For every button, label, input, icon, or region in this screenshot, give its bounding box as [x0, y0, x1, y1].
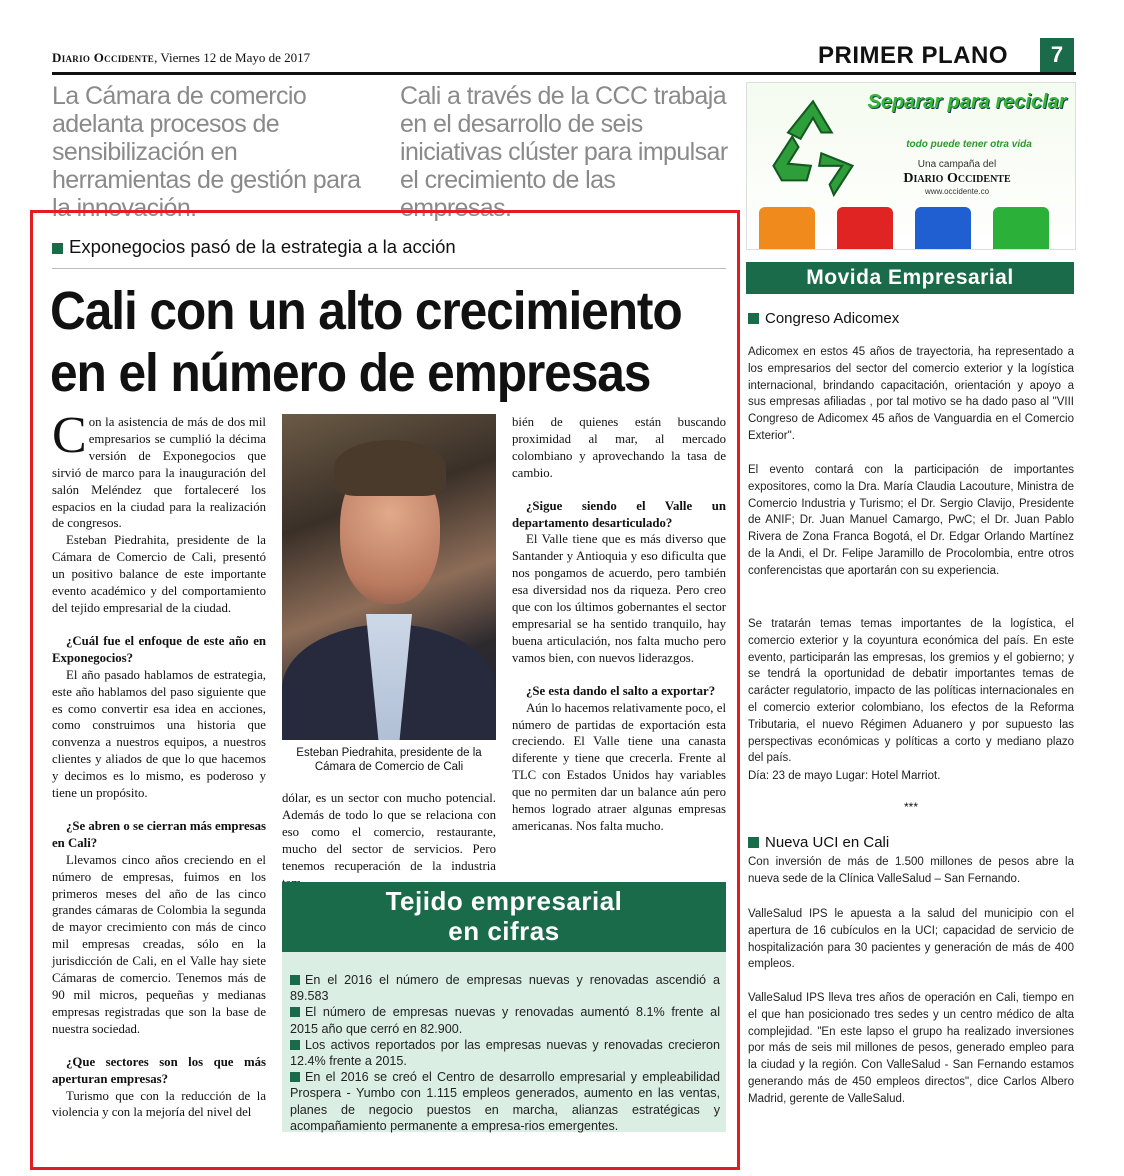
- interview-question: ¿Se esta dando el salto a exportar?: [526, 683, 716, 698]
- interview-answer: Llevamos cinco años creciendo en el número de empresas, fuimos en los primeros meses del año de las cinco grandes cámaras de Colombia la segunda de mayor crecimiento con más de cinco mil empresas creadas, sólo en la jurisdicción de Cali, en el Valle hay siete Cámaras de comercio. Tenemos más de 90 mil micros, pequeñas y medianas empresas registradas que son la base de nuestra sociedad.: [52, 852, 266, 1036]
- ad-tagline: todo puede tener otra vida: [906, 139, 1032, 150]
- separator: ***: [903, 800, 918, 814]
- paragraph: bién de quienes están buscando proximidad al mar, al mercado colombiano y aprovechando la tasa de cambio.: [512, 415, 726, 480]
- page-number: 7: [1040, 38, 1074, 72]
- article-column-1: Con la asistencia de más de dos mil empresarios se cumplió la décima versión de Exponegocios que sirvió de marco para la inauguración del salón Meléndez que fortaleceré los espacios en la ciudad para la realización de congresos. Esteban Piedrahita, presidente de la Cámara de Comercio de Cali, presentó un positivo balance de este importante evento académico y del comportamiento del tejido empresarial de la ciudad. ¿Cuál fue el enfoque de este año en Exponegocios? El año pasado hablamos de estrategia, este año hablamos del paso siguiente que es como convertir esa idea en acciones, como construimos una historia que convenza a nuestros equipos, a nuestros clientes y aliados de que lo que hacemos y decimos es lo mismo, es poderoso y tiene un propósito. ¿Se abren o se cierran más empresas en Cali? Llevamos cinco años creciendo en el número de empresas, fuimos en los primeros meses del año de las cinco grandes cámaras de Colombia la segunda de mayor crecimiento con más de cinco mil empresas creadas, sólo en la jurisdicción de Cali, en el Valle hay siete Cámaras de comercio. Tenemos más de 90 mil micros, pequeñas y medianas empresas registradas que son la base de nuestra sociedad. ¿Que sectores son los que más aperturan empresas? Turismo que con la reducción de la violencia y con la mejoría del nivel del: [52, 407, 266, 1120]
- interview-answer: Aún lo hacemos relativamente poco, el número de partidas de exportación esta creciendo. El Valle tiene una canasta diferente y tiene que crecerla. Frente al TLC con Estados Unidos hay variables que no permiten dar un balance aún pero hemos logrado atraer algunas empresas americanas. Nos falta mucho.: [512, 700, 726, 833]
- interview-answer: El Valle tiene que es más diverso que Santander y Antioquia y eso dificulta que nos pongamos de acuerdo, pero también esa diversidad nos da riqueza. Pero creo que con los últimos gobernantes el sector empresarial se ha sentido tranquilo, hay buena articulación, nos falta mucho pero vamos bien, con nuevos liderazgos.: [512, 532, 726, 665]
- bullet-square-icon: [290, 975, 300, 985]
- stats-list: [290, 972, 720, 1134]
- blue-bin-icon: [915, 207, 971, 250]
- interview-question: ¿Cuál fue el enfoque de este año en Exponegocios?: [52, 633, 266, 665]
- congreso-paragraph: Adicomex en estos 45 años de trayectoria, ha representado a los empresarios del sector del comercio exterior y la logística internacional, brindando capacitación, orientación y apoyo a sus empresas afiliadas , por tal motivo se ha dado paso al "VIII Congreso de Adicomex 45 años de Vanguardia en el Comercio Exterior".: [748, 346, 1074, 442]
- stats-title: Tejido empresarial en cifras: [282, 882, 726, 952]
- interview-question: ¿Se abren o se cierran más empresas en Cali?: [52, 818, 266, 850]
- paragraph: dólar, es un sector con mucho potencial. Además de todo lo que se relaciona con eso como el comercio, restaurante, mucho del sector de servicios. Pero tenemos recuperación de la industria: [282, 791, 496, 873]
- ad-campaign: Una campaña del: [917, 159, 997, 170]
- photo-caption: Esteban Piedrahita, presidente de la Cámara de Comercio de Cali: [296, 747, 482, 773]
- congreso-paragraph: Se tratarán temas temas importantes de la logística, el comercio exterior y la coyuntura económica del país. En este evento, participarán las empresas, los gremios y el gobierno; y se tendrá la oportunidad de debatir importantes temas de carácter regulatorio, impacto de las políticas internacionales en el comercio exterior colombiano, los efectos de la Reforma Tributaria, el nuevo Régimen Aduanero y por supuesto las perspectivas económicas y políticas a corto y mediano plazo del país.: [748, 618, 1074, 765]
- uci-paragraph: ValleSalud IPS le apuesta a la salud del municipio con el apertura de 16 cubículos en la UCI; capacidad de servicio de hospitalización para 30 pacientes y generación de más de 400 empleos.: [748, 908, 1074, 971]
- bullet-square-icon: [290, 1072, 300, 1082]
- stat-item: El número de empresas nuevas y renovadas aumentó 8.1% frente al 2015 año que cerró en 82.900.: [290, 1005, 720, 1036]
- bullet-square-icon: [748, 313, 759, 324]
- bullet-square-icon: [290, 1007, 300, 1017]
- congreso-date: Día: 23 de mayo Lugar: Hotel Marriot.: [748, 770, 941, 782]
- article-headline: [50, 280, 685, 404]
- section-title: PRIMER PLANO: [818, 42, 1009, 69]
- teaser-left: La Cámara de comercio adelanta procesos de sensibilización en herramientas de gestión para la innovación.: [52, 82, 361, 222]
- headline-line: Cali con un alto crecimiento: [50, 281, 682, 341]
- interview-answer: Turismo que con la reducción de la violencia y con la mejoría del nivel del: [52, 1088, 266, 1120]
- bullet-square-icon: [52, 243, 63, 254]
- red-bin-icon: [837, 207, 893, 250]
- ad-slogan: Separar para reciclar: [867, 91, 1067, 113]
- ad-brand: Diario Occidente: [903, 171, 1011, 186]
- interview-question: ¿Sigue siendo el Valle un departamento desarticulado?: [512, 498, 726, 530]
- article-column-2: [282, 790, 496, 891]
- recycling-ad: [746, 82, 1076, 250]
- sidebar-title: Movida Empresarial: [746, 262, 1074, 294]
- paragraph: Esteban Piedrahita, presidente de la Cámara de Comercio de Cali, presentó un positivo balance de este importante evento académico y del comportamiento del tejido empresarial de la ciudad.: [52, 533, 266, 615]
- interview-question: ¿Que sectores son los que más aperturan empresas?: [52, 1054, 266, 1086]
- photo-hair: [334, 440, 446, 496]
- newspaper-logo: Diario Occidente: [52, 50, 155, 65]
- article-column-3-top: [512, 414, 726, 835]
- teaser-right: Cali a través de la CCC trabaja en el desarrollo de seis iniciativas clúster para impulsar el crecimiento de las empresas.: [400, 82, 728, 222]
- stat-item: En el 2016 se creó el Centro de desarrollo empresarial y empleabilidad Prospera - Yumbo con 1.115 empleos generados, aumento en las ventas, planes de negocio puestos en marcha, alianzas estratégicas y acompañamiento permanente a empresa-rios emergentes.: [290, 1070, 720, 1133]
- article-kicker: Exponegocios pasó de la estrategia a la acción: [52, 236, 456, 258]
- congreso-heading: Congreso Adicomex: [748, 310, 899, 328]
- kicker-rule: [52, 268, 726, 269]
- orange-bin-icon: [759, 207, 815, 250]
- stat-item: En el 2016 el número de empresas nuevas y renovadas ascendió a 89.583: [290, 973, 720, 1004]
- portrait-photo: [282, 414, 496, 740]
- congreso-paragraph: El evento contará con la participación de importantes expositores, como la Dra. María Claudia Lacouture, Ministra de Comercio Industria y Turismo; el Dr. Sergio Clavijo, Presidente de ANIF; Dr. Juan Manuel Camargo, PwC; el Dr. Juan Pablo Rivera de Zona Franca Bogotá, el Dr. Edgar Orlando Martínez de la Andi, el Dr. Felipe Jaramillo de Procolombia, entre otros conferencistas que aportarán con su experiencia.: [748, 464, 1074, 577]
- interview-answer: El año pasado hablamos de estrategia, este año hablamos del paso siguiente que es como convertir esa idea en acciones, como construimos una historia que convenza a nuestros equipos, a nuestros clientes y aliados de que lo que hacemos y decimos es lo mismo, es poderoso y tiene un propósito.: [52, 667, 266, 801]
- issue-date: , Viernes 12 de Mayo de 2017: [154, 50, 311, 65]
- uci-heading: Nueva UCI en Cali: [748, 834, 889, 852]
- header-rule: [52, 72, 1076, 75]
- bullet-square-icon: [748, 837, 759, 848]
- green-bin-icon: [993, 207, 1049, 250]
- uci-paragraph: ValleSalud IPS lleva tres años de operación en Cali, tiempo en el que han posicionado tres sedes y un centro médico de alta complejidad. "En este lapso el grupo ha realizado inversiones por más de seis mil millones de pesos, generado empleo para la ciudad y la región. Con ValleSalud - San Fernando estamos generando más de 450 empleos directos", dice Carlos Albero Madrid, gerente de ValleSalud.: [748, 992, 1074, 1105]
- recycle-icon: [761, 93, 865, 197]
- headline-line: en el número de empresas: [50, 343, 651, 403]
- uci-paragraph: Con inversión de más de 1.500 millones de pesos abre la nueva sede de la Clínica ValleSalud – San Fernando.: [748, 856, 1074, 885]
- ad-url: www.occidente.co: [924, 187, 990, 196]
- masthead: [52, 50, 310, 66]
- stat-item: Los activos reportados por las empresas nuevas y renovadas crecieron 12.4% frente a 2015.: [290, 1037, 720, 1069]
- drop-cap: C: [52, 407, 87, 464]
- bullet-square-icon: [290, 1040, 300, 1050]
